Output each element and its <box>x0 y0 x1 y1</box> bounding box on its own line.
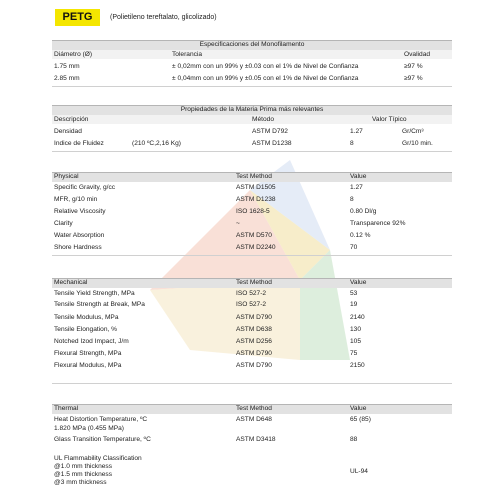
col-diameter: Diámetro (Ø) <box>54 51 93 58</box>
table-row: Clarity ~ Transparence 92% <box>54 220 406 227</box>
table-row: Shore Hardness ASTM D2240 70 <box>54 244 358 251</box>
filament-section-header: Especificaciones del Monofilamento <box>52 40 452 50</box>
table-row: Tensile Yield Strength, MPa ISO 527-2 53 <box>54 290 358 297</box>
col-tolerance: Tolerancia <box>172 51 203 58</box>
table-row: Notched Izod Impact, J/m ASTM D256 105 <box>54 338 362 345</box>
material-subtitle: (Polietileno tereftalato, glicolizado) <box>110 14 217 21</box>
mechanical-header: Mechanical Test Method Value <box>52 278 452 288</box>
material-badge: PETG <box>55 9 100 26</box>
table-row: UL Flammability Classification @1.0 mm thickness @1.5 mm thickness @3 mm thickness UL-94 <box>54 455 368 486</box>
divider <box>52 383 452 384</box>
table-row: Specific Gravity, g/cc ASTM D1505 1.27 <box>54 184 363 191</box>
table-row: Relative Viscosity ISO 1628-5 0.80 Dl/g <box>54 208 377 215</box>
raw-column-header: Descripción Método Valor Típico <box>52 115 452 124</box>
table-row: Indice de Fluidez (210 ºC,2,16 Kg) ASTM D1238 8 Gr/10 min. <box>54 140 433 147</box>
table-row: Flexural Modulus, MPa ASTM D790 2150 <box>54 362 365 369</box>
physical-header: Physical Test Method Value <box>52 172 452 182</box>
table-row: 2.85 mm ± 0,04mm con un 99% y ±0.05 con el 1% de Nivel de Confianza ≥97 % <box>54 75 423 82</box>
table-row: Flexural Strength, MPa ASTM D790 75 <box>54 350 358 357</box>
table-row: Water Absorption ASTM D570 0.12 % <box>54 232 371 239</box>
table-row: Glass Transition Temperature, ºC ASTM D3418 88 <box>54 436 358 443</box>
divider <box>52 255 452 256</box>
raw-section-header: Propiedades de la Materia Prima más relevantes <box>52 105 452 115</box>
table-row: Tensile Modulus, MPa ASTM D790 2140 <box>54 314 365 321</box>
table-row: Densidad ASTM D792 1.27 Gr/Cm³ <box>54 128 424 135</box>
table-row: MFR, g/10 min ASTM D1238 8 <box>54 196 354 203</box>
table-row: Tensile Elongation, % ASTM D638 130 <box>54 326 362 333</box>
divider <box>52 151 452 152</box>
table-row: Tensile Strength at Break, MPa ISO 527-2 19 <box>54 301 358 308</box>
filament-column-header <box>52 50 452 59</box>
divider <box>52 86 452 87</box>
col-ovality: Ovalidad <box>404 51 431 58</box>
table-row: Heat Distortion Temperature, ºC 1.820 MPa (0.455 MPa) ASTM D648 65 (85) <box>54 416 371 432</box>
thermal-header: Thermal Test Method Value <box>52 404 452 414</box>
table-row: 1.75 mm ± 0,02mm con un 99% y ±0.03 con el 1% de Nivel de Confianza ≥97 % <box>54 63 423 70</box>
